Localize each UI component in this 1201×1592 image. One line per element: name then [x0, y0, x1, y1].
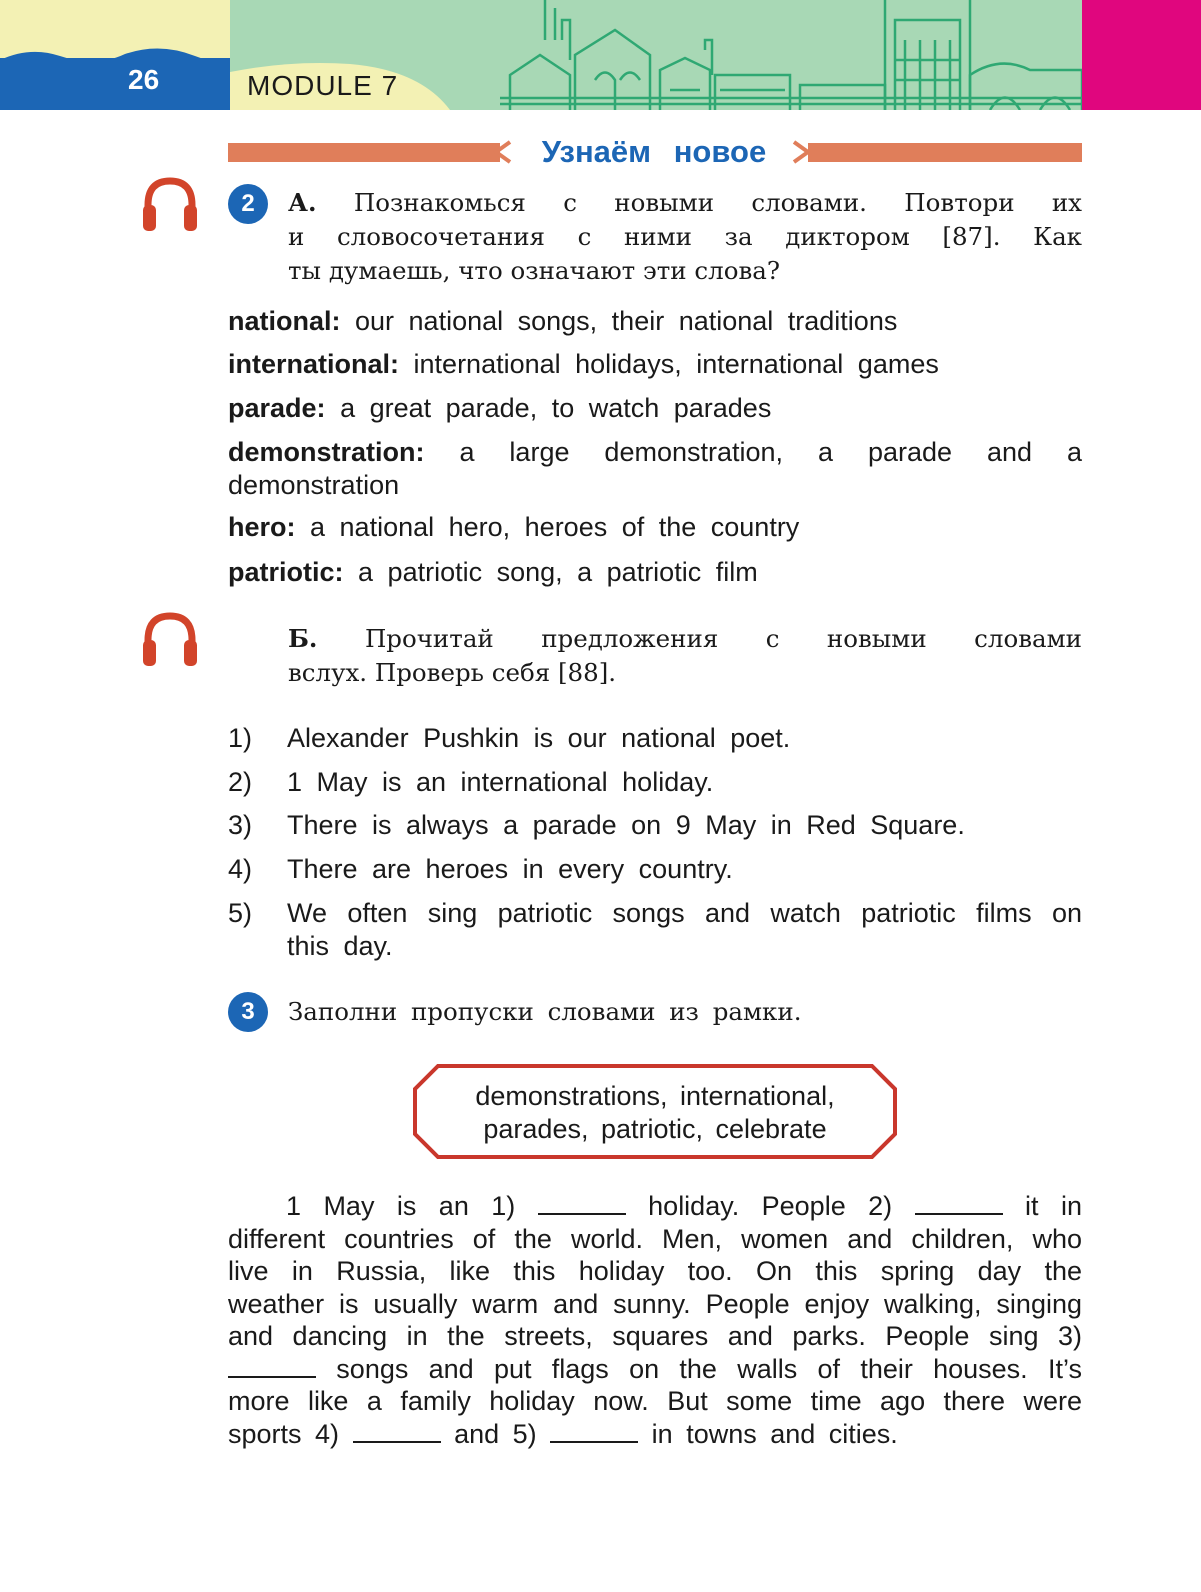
- sentence-item: 2) 1 May is an international holiday.: [228, 767, 714, 797]
- vocab-item: demonstration: a large demonstration, a parade and a demonstration: [228, 437, 1082, 500]
- exercise3-instruction: Заполни пропуски словами из рамки.: [288, 997, 802, 1026]
- task-a-label: А.: [288, 188, 317, 217]
- blank-5[interactable]: [550, 1419, 638, 1443]
- word-box-text: demonstrations, international, parades, patriotic, celebrate: [475, 1081, 835, 1144]
- exercise-number-badge: 2: [228, 184, 268, 224]
- sentence-item: 5) We often sing patriotic songs and watch patriotic films on this day.: [228, 898, 1082, 961]
- task-a-line-3: ты думаешь, что означают эти слова?: [288, 256, 780, 285]
- header-blue-band: [0, 58, 230, 110]
- page-number: 26: [128, 64, 160, 95]
- vocab-item: hero: a national hero, heroes of the country: [228, 512, 800, 542]
- city-skyline-illustration: [500, 0, 1082, 110]
- module-label: MODULE 7: [247, 70, 399, 101]
- blank-2[interactable]: [915, 1191, 1003, 1215]
- task-b-label: Б.: [288, 624, 318, 653]
- vocab-item: parade: a great parade, to watch parades: [228, 393, 772, 423]
- exercise-number-badge: 3: [228, 992, 268, 1032]
- vocab-item: national: our national songs, their national traditions: [228, 306, 898, 336]
- sentence-item: 3) There is always a parade on 9 May in Red Square.: [228, 810, 965, 840]
- task-b-line-2: вслух. Проверь себя [88].: [288, 658, 617, 687]
- blank-4[interactable]: [353, 1419, 441, 1443]
- task-a-line-2: и словосочетания с ними за диктором [87]. Как: [288, 222, 1082, 251]
- vocab-item: international: international holidays, international games: [228, 349, 939, 379]
- fill-in-paragraph: 1 May is an 1) holiday. People 2) it in different countries of the world. Men, women and children, who live in Russia, like this holiday too. On this spring day the weather is usually warm and sunny. People enjoy walking, singing and dancing in the streets, squares and parks. People sing 3) songs and put flags on the walls of their houses. It’s more like a family holiday now. But some time ago there were sports 4) and 5) in towns and cities.: [228, 1191, 1082, 1449]
- sentence-item: 1) Alexander Pushkin is our national poet.: [228, 723, 791, 753]
- blank-3[interactable]: [228, 1354, 316, 1378]
- task-b-line-1: Б. Прочитай предложения с новыми словами: [288, 624, 1082, 653]
- headphones-icon: [140, 610, 200, 668]
- headphones-icon: [140, 175, 200, 233]
- header-magenta-tab: [1082, 0, 1201, 110]
- task-a-line-1: А. Познакомься с новыми словами. Повтори их: [288, 188, 1083, 217]
- blank-1[interactable]: [538, 1191, 626, 1215]
- vocab-item: patriotic: a patriotic song, a patriotic film: [228, 557, 758, 587]
- section-title: Узнаём новое: [541, 134, 767, 169]
- sentence-item: 4) There are heroes in every country.: [228, 854, 733, 884]
